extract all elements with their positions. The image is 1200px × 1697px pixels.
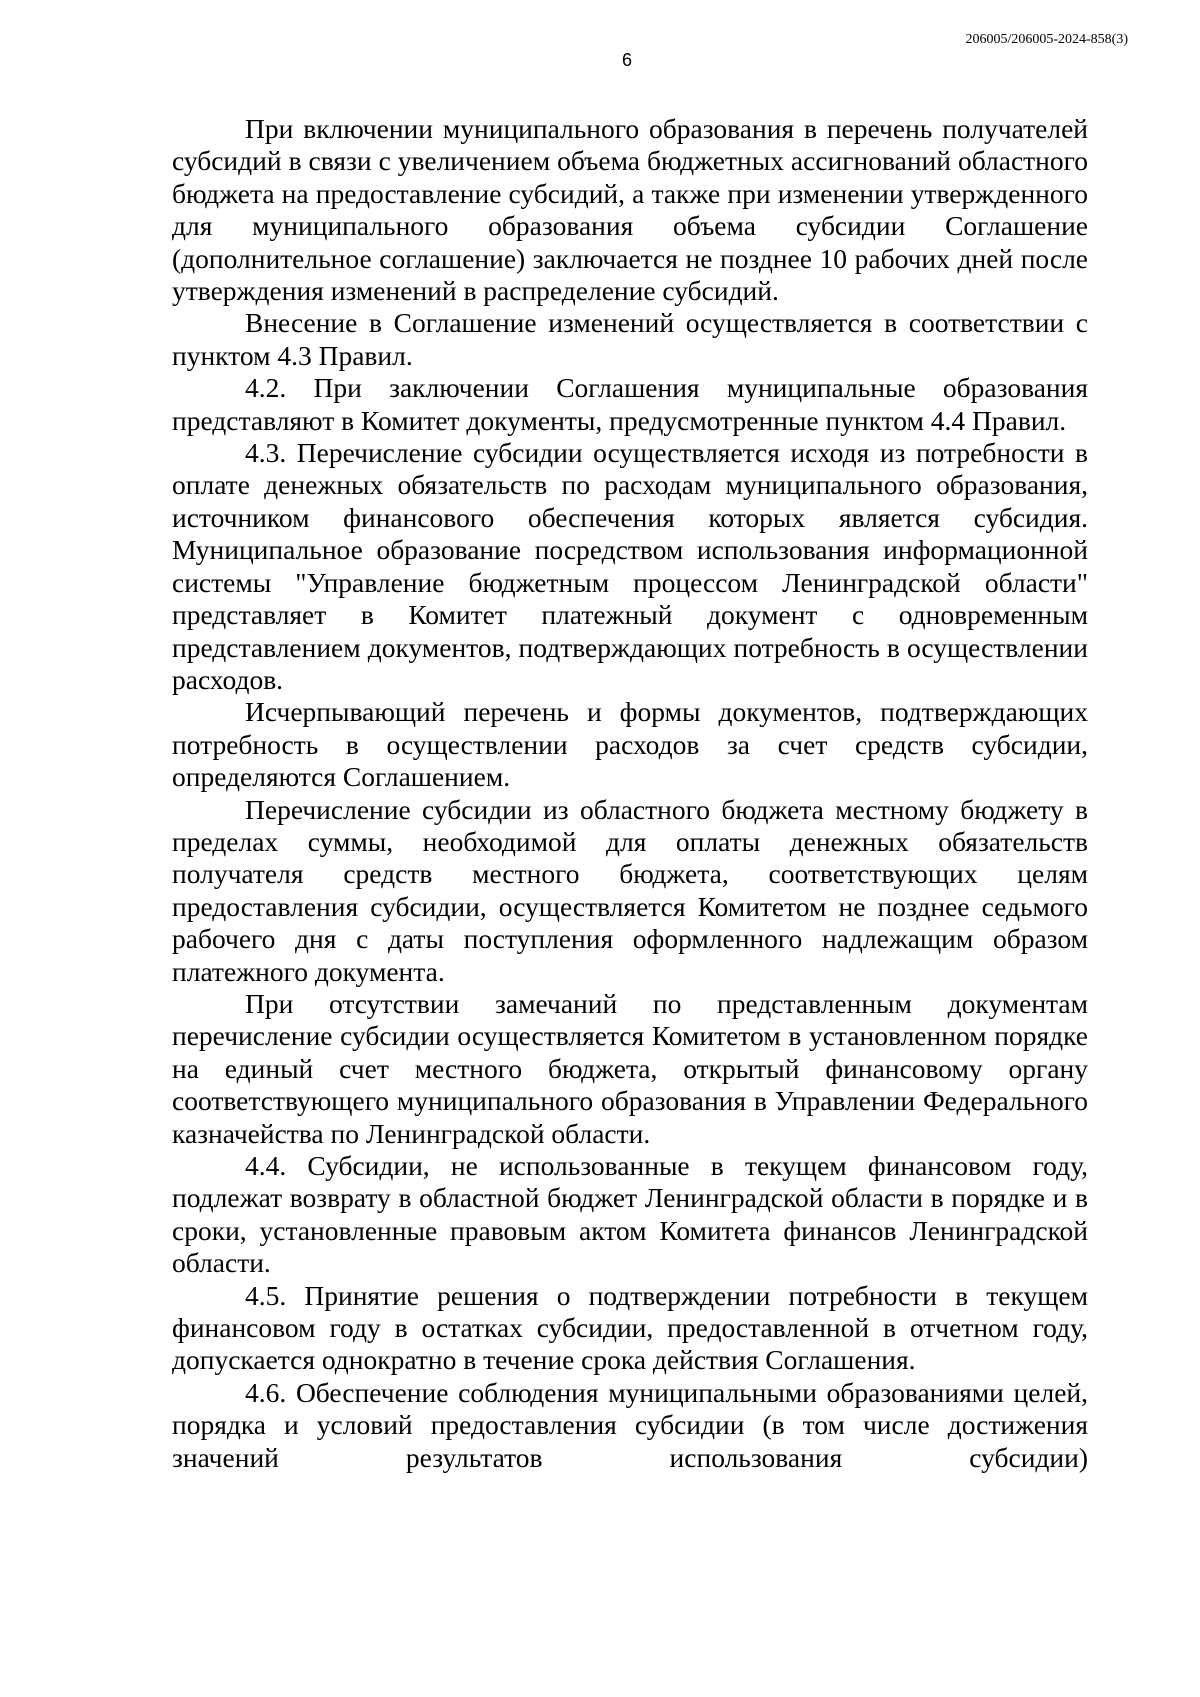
paragraph-no-remarks: При отсутствии замечаний по представленным документам перечисление субсидии осуществляется Комитетом в установленном порядке на единый счет местного бюджета, открытый финансовому органу соответствующего муниципального образования в Управлении Федерального казначейства по Ленинградской области. <box>172 987 1088 1149</box>
document-body <box>172 113 1088 1474</box>
paragraph-4-4: 4.4. Субсидии, не использованные в текущем финансовом году, подлежат возврату в областной бюджет Ленинградской области в порядке и в сроки, установленные правовым актом Комитета финансов Ленинградской области. <box>172 1150 1088 1279</box>
document-id: 206005/206005-2024-858(3) <box>965 32 1128 47</box>
paragraph-4-3: 4.3. Перечисление субсидии осуществляется исходя из потребности в оплате денежных обязательств по расходам муниципального образования, источником финансового обеспечения которых является субсидия. Муниципальное образование посредством использования информационной системы "Управление бюджетным процессом Ленинградской области" представляет в Комитет платежный документ с одновременным представлением документов, подтверждающих потребность в осуществлении расходов. <box>172 437 1088 695</box>
paragraph-4-6: 4.6. Обеспечение соблюдения муниципальными образованиями целей, порядка и условий предоставления субсидии (в том числе достижения значений результатов использования субсидии) <box>172 1376 1088 1473</box>
paragraph-transfer: Перечисление субсидии из областного бюджета местному бюджету в пределах суммы, необходимой для оплаты денежных обязательств получателя средств местного бюджета, соответствующих целям предоставления субсидии, осуществляется Комитетом не позднее седьмого рабочего дня с даты поступления оформленного надлежащим образом платежного документа. <box>172 793 1088 987</box>
paragraph-4-2: 4.2. При заключении Соглашения муниципальные образования представляют в Комитет документы, предусмотренные пунктом 4.4 Правил. <box>172 372 1088 436</box>
paragraph-inclusion: При включении муниципального образования в перечень получателей субсидий в связи с увеличением объема бюджетных ассигнований областного бюджета на предоставление субсидий, а также при изменении утвержденного для муниципального образования объема субсидии Соглашение (дополнительное соглашение) заключается не позднее 10 рабочих дней после утверждения изменений в распределение субсидий. <box>172 113 1088 307</box>
paragraph-4-5: 4.5. Принятие решения о подтверждении потребности в текущем финансовом году в остатках субсидии, предоставленной в отчетном году, допускается однократно в течение срока действия Соглашения. <box>172 1279 1088 1376</box>
paragraph-documents-list: Исчерпывающий перечень и формы документов, подтверждающих потребность в осуществлении расходов за счет средств субсидии, определяются Соглашением. <box>172 696 1088 793</box>
page-number: 6 <box>621 50 632 70</box>
paragraph-amendments: Внесение в Соглашение изменений осуществляется в соответствии с пунктом 4.3 Правил. <box>172 307 1088 371</box>
